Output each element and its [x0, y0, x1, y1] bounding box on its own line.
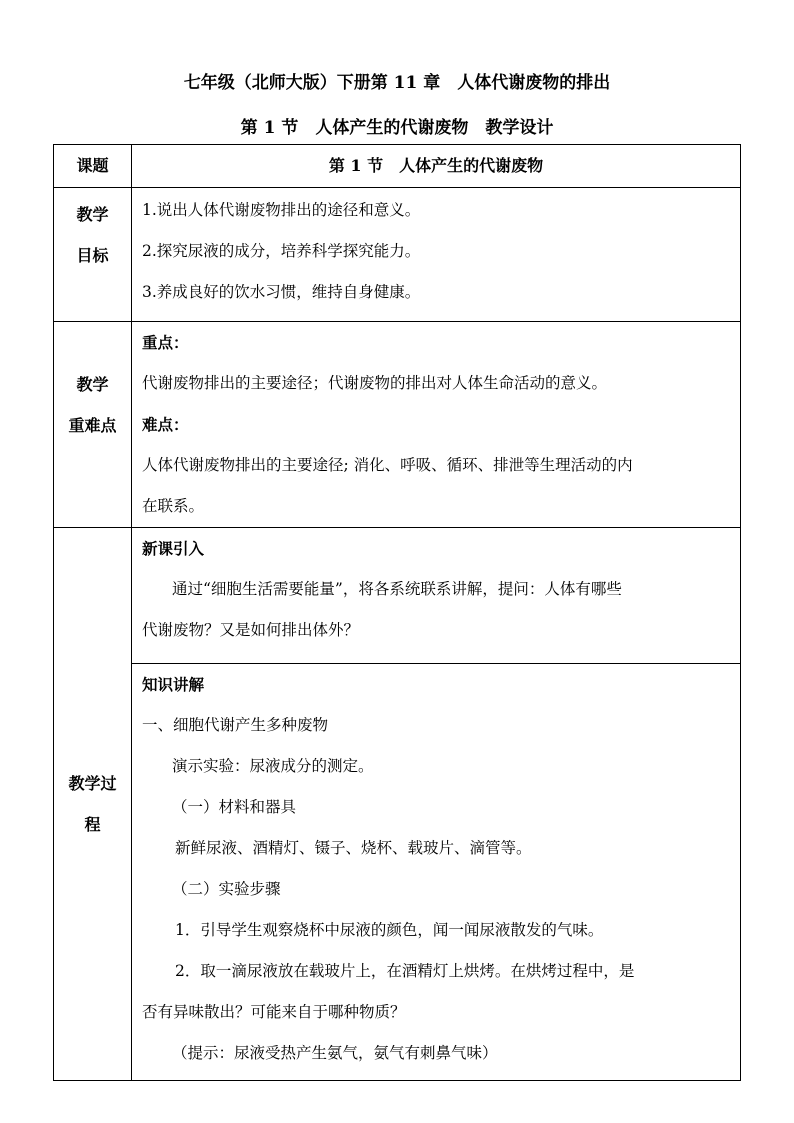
label-process-line2: 程: [84, 815, 101, 834]
table-row-goals: [54, 188, 741, 322]
goal-item: 3.养成良好的饮水习惯，维持自身健康。: [142, 283, 421, 301]
goal-item: 1.说出人体代谢废物排出的途径和意义。: [142, 201, 421, 219]
label-key-line1: 教学: [76, 375, 109, 394]
intro-section: [142, 528, 734, 663]
table-row-process: [54, 528, 741, 1081]
knowledge-heading: 知识讲解: [142, 675, 205, 694]
step-item: 1．引导学生观察烧杯中尿液的颜色，闻一闻尿液散发的气味。: [175, 921, 604, 939]
difficulty-text-cont: 在联系。: [142, 497, 205, 515]
lesson-plan-table: [53, 144, 741, 1081]
demo-text: 演示实验：尿液成分的测定。: [172, 757, 374, 775]
topic-cell: [132, 145, 741, 188]
label-key-line2: 重难点: [68, 416, 117, 435]
process-cell: [132, 528, 741, 1081]
goal-item: 2.探究尿液的成分，培养科学探究能力。: [142, 242, 421, 260]
materials-text: 新鲜尿液、酒精灯、镊子、烧杯、载玻片、滴管等。: [175, 839, 532, 857]
materials-heading: （一）材料和器具: [172, 798, 297, 816]
knowledge-section: [132, 663, 740, 1074]
table-row-key-points: [54, 322, 741, 528]
difficulty-text: 人体代谢废物排出的主要途径; 消化、呼吸、循环、排泄等生理活动的内: [142, 456, 633, 474]
table-row-topic: [54, 145, 741, 188]
hint-text: （提示：尿液受热产生氨气，氨气有刺鼻气味）: [172, 1044, 498, 1062]
difficulty-heading: 难点：: [142, 415, 189, 434]
section-heading: 一、细胞代谢产生多种废物: [142, 716, 329, 734]
label-process-line1: 教学过: [68, 774, 117, 793]
step-item-cont: 否有异味散出？可能来自于哪种物质？: [142, 1003, 406, 1021]
label-topic: [54, 145, 132, 188]
key-text: 代谢废物排出的主要途径；代谢废物的排出对人体生命活动的意义。: [142, 374, 608, 392]
step-item: 2．取一滴尿液放在载玻片上，在酒精灯上烘烤。在烘烤过程中，是: [175, 962, 635, 980]
intro-heading: 新课引入: [142, 539, 205, 558]
label-goals: [54, 188, 132, 322]
intro-text-cont: 代谢废物？又是如何排出体外？: [142, 621, 360, 639]
steps-heading: （二）实验步骤: [172, 880, 281, 898]
intro-text: 通过“细胞生活需要能量”，将各系统联系讲解，提问：人体有哪些: [172, 580, 622, 598]
document-subtitle: 第 1 节 人体产生的代谢废物 教学设计: [240, 118, 554, 138]
document-title: 七年级（北师大版）下册第 11 章 人体代谢废物的排出: [183, 73, 611, 93]
key-points-cell: [132, 322, 741, 528]
label-process: [54, 528, 132, 1081]
label-goals-line2: 目标: [76, 246, 109, 265]
label-topic-text: 课题: [76, 156, 109, 175]
topic-value: 第 1 节 人体产生的代谢废物: [328, 156, 544, 175]
label-goals-line1: 教学: [76, 205, 109, 224]
key-heading: 重点：: [142, 333, 189, 352]
label-key-points: [54, 322, 132, 528]
goals-cell: [132, 188, 741, 322]
